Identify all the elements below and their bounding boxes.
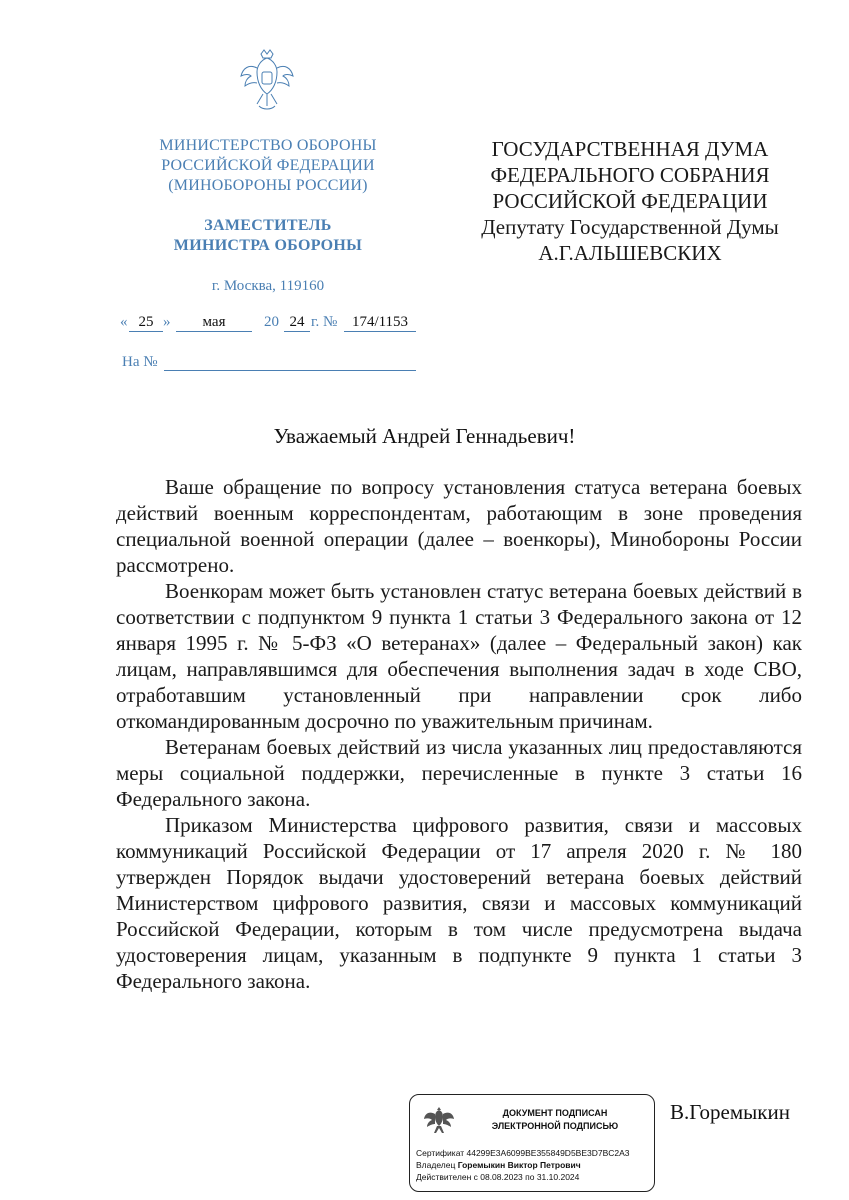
date-year-suffix: 24 (284, 314, 310, 332)
quote-open: « (120, 314, 128, 330)
body-paragraph: Приказом Министерства цифрового развития, связи и массовых коммуникаций Российской Федерации от 17 апреля 2020 г. № 180 утвержден Порядок выдачи удостоверений ветерана боевых действий Министерством цифрового развития, связи и массовых коммуникаций Российской Федерации, которым в том числе предусмотрена выдача удостоверения лицам, указанным в подпункте 9 пункта 1 статьи 3 Федерального закона. (116, 813, 802, 993)
stamp-validity: Действителен с 08.08.2023 по 31.10.2024 (416, 1172, 580, 1182)
stamp-certificate: Сертификат 44299E3A6099BE355849D5BE3D7BC2A3 (416, 1148, 630, 1158)
official-title (120, 216, 416, 256)
official-line: МИНИСТРА ОБОРОНЫ (173, 237, 363, 254)
date-year-prefix: 20 (264, 314, 279, 330)
recipient-block (460, 136, 800, 266)
recipient-line: Депутату Государственной Думы (481, 215, 779, 239)
signatory-name: В.Горемыкин (670, 1100, 790, 1124)
ministry-line: МИНИСТЕРСТВО ОБОРОНЫ (159, 137, 377, 154)
date-day: 25 (129, 314, 163, 332)
stamp-title-line: ДОКУМЕНТ ПОДПИСАН (502, 1108, 608, 1118)
salutation: Уважаемый Андрей Геннадьевич! (273, 424, 576, 448)
number-label: г. № (311, 314, 338, 330)
document-number: 174/1153 (344, 314, 416, 332)
ministry-line: РОССИЙСКОЙ ФЕДЕРАЦИИ (161, 157, 375, 174)
ministry-header (120, 136, 416, 196)
stamp-owner-row (416, 1159, 630, 1171)
electronic-signature-stamp (409, 1094, 655, 1192)
letter-body (116, 474, 802, 994)
reference-blank-line (164, 370, 416, 371)
stamp-title-line: ЭЛЕКТРОННОЙ ПОДПИСЬЮ (491, 1121, 619, 1131)
stamp-owner-label: Владелец (416, 1160, 456, 1170)
recipient-line: А.Г.АЛЬШЕВСКИХ (538, 241, 722, 265)
stamp-details (416, 1147, 630, 1183)
recipient-line: РОССИЙСКОЙ ФЕДЕРАЦИИ (492, 189, 768, 213)
body-paragraph: Военкорам может быть установлен статус ветерана боевых действий в соответствии с подпунктом 9 пункта 1 статьи 3 Федерального закона от 12 января 1995 г. № 5-ФЗ «О ветеранах» (далее – Федеральный закон) как лицам, направлявшимся для обеспечения выполнения задач в ходе СВО, отработавшим установленный при направлении срок либо откомандированным досрочно по уважительным причинам. (116, 579, 802, 733)
recipient-line: ФЕДЕРАЛЬНОГО СОБРАНИЯ (490, 163, 770, 187)
eagle-emblem-icon (422, 1103, 456, 1137)
official-line: ЗАМЕСТИТЕЛЬ (204, 217, 332, 234)
body-paragraph: Ваше обращение по вопросу установления статуса ветерана боевых действий военным корреспондентам, работающим в зоне проведения специальной военной операции (далее – военкоры), Минобороны России рассмотрено. (116, 475, 802, 577)
recipient-line: ГОСУДАРСТВЕННАЯ ДУМА (491, 137, 769, 161)
coat-of-arms-emblem (237, 48, 297, 118)
ministry-line: (МИНОБОРОНЫ РОССИИ) (168, 177, 368, 194)
reference-label: На № (122, 354, 158, 370)
sender-city: г. Москва, 119160 (211, 278, 325, 294)
body-paragraph: Ветеранам боевых действий из числа указанных лиц предоставляются меры социальной поддержки, перечисленные в пункте 3 статьи 16 Федерального закона. (116, 735, 802, 811)
stamp-owner: Горемыкин Виктор Петрович (457, 1160, 581, 1170)
quote-close: » (163, 314, 171, 330)
stamp-title (462, 1107, 648, 1133)
date-month: мая (176, 314, 252, 332)
